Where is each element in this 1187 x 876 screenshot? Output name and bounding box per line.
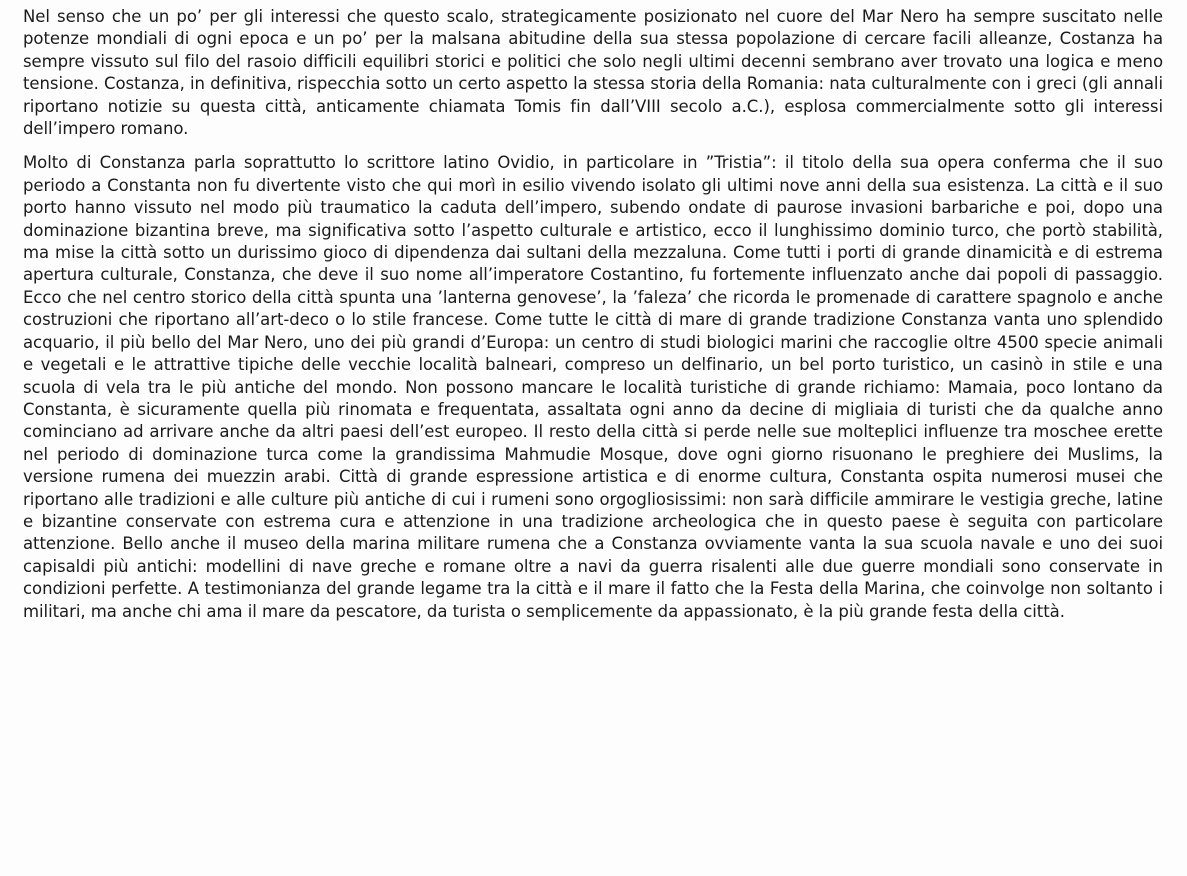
paragraph-culture: Molto di Constanza parla soprattutto lo scrittore latino Ovidio, in particolare in ”Tristia”: il titolo della sua opera conferma che il suo periodo a Constanta non fu divertente visto che qui morì in esilio vivendo isolato gli ultimi nove anni della sua esistenza. La città e il suo porto hanno vissuto nel modo più traumatico la caduta dell’impero, subendo ondate di paurose invasioni barbariche e poi, dopo una dominazione bizantina breve, ma significativa sotto l’aspetto culturale e artistico, ecco il lunghissimo dominio turco, che portò stabilità, ma mise la città sotto un durissimo gioco di dipendenza dai sultani della mezzaluna. Come tutti i porti di grande dinamicità e di estrema apertura culturale, Constanza, che deve il suo nome all’imperatore Costantino, fu fortemente influenzato anche dai popoli di passaggio. Ecco che nel centro storico della città spunta una ’lanterna genovese’, la ’faleza’ che ricorda le promenade di carattere spagnolo e anche costruzioni che riportano all’art-deco o lo stile francese. Come tutte le città di mare di grande tradizione Constanza vanta uno splendido acquario, il più bello del Mar Nero, uno dei più grandi d’Europa: un centro di studi biologici marini che raccoglie oltre 4500 specie animali e vegetali e le attrattive tipiche delle vecchie località balneari, compreso un delfinario, un bel porto turistico, un casinò in stile e una scuola di vela tra le più antiche del mondo. Non possono mancare le località turistiche di grande richiamo: Mamaia, poco lontano da Constanta, è sicuramente quella più rinomata e frequentata, assaltata ogni anno da decine di migliaia di turisti che da qualche anno cominciano ad arrivare anche da altri paesi dell’est europeo. Il resto della città si perde nelle sue molteplici influenze tra moschee erette nel periodo di dominazione turca come la grandissima Mahmudie Mosque, dove ogni giorno risuonano le preghiere dei Muslims, la versione rumena dei muezzin arabi. Città di grande espressione artistica e di enorme cultura, Constanta ospita numerosi musei che riportano alle tradizioni e alle culture più antiche di cui i rumeni sono orgogliosissimi: non sarà difficile ammirare le vestigia greche, latine e bizantine conservate con estrema cura e attenzione in una tradizione archeologica che in questo paese è seguita con particolare attenzione. Bello anche il museo della marina militare rumena che a Constanza ovviamente vanta la sua scuola navale e uno dei suoi capisaldi più antichi: modellini di nave greche e romane oltre a navi da guerra risalenti alle due guerre mondiali sono conservate in condizioni perfette. A testimonianza del grande legame tra la città e il mare il fatto che la Festa della Marina, che coinvolge non soltanto i militari, ma anche chi ama il mare da pescatore, da turista o semplicemente da appassionato, è la più grande festa della città. [23,153,1163,621]
paragraph-history: Nel senso che un po’ per gli interessi che questo scalo, strategicamente posizionato nel cuore del Mar Nero ha sempre suscitato nelle potenze mondiali di ogni epoca e un po’ per la malsana abitudine della sua stessa popolazione di cercare facili alleanze, Costanza ha sempre vissuto sul filo del rasoio difficili equilibri storici e politici che solo negli ultimi decenni sembrano aver trovato una logica e meno tensione. Costanza, in definitiva, rispecchia sotto un certo aspetto la stessa storia della Romania: nata culturalmente con i greci (gli annali riportano notizie su questa città, anticamente chiamata Tomis fin dall’VIII secolo a.C.), esplosa commercialmente sotto gli interessi dell’impero romano. [23,7,1163,139]
